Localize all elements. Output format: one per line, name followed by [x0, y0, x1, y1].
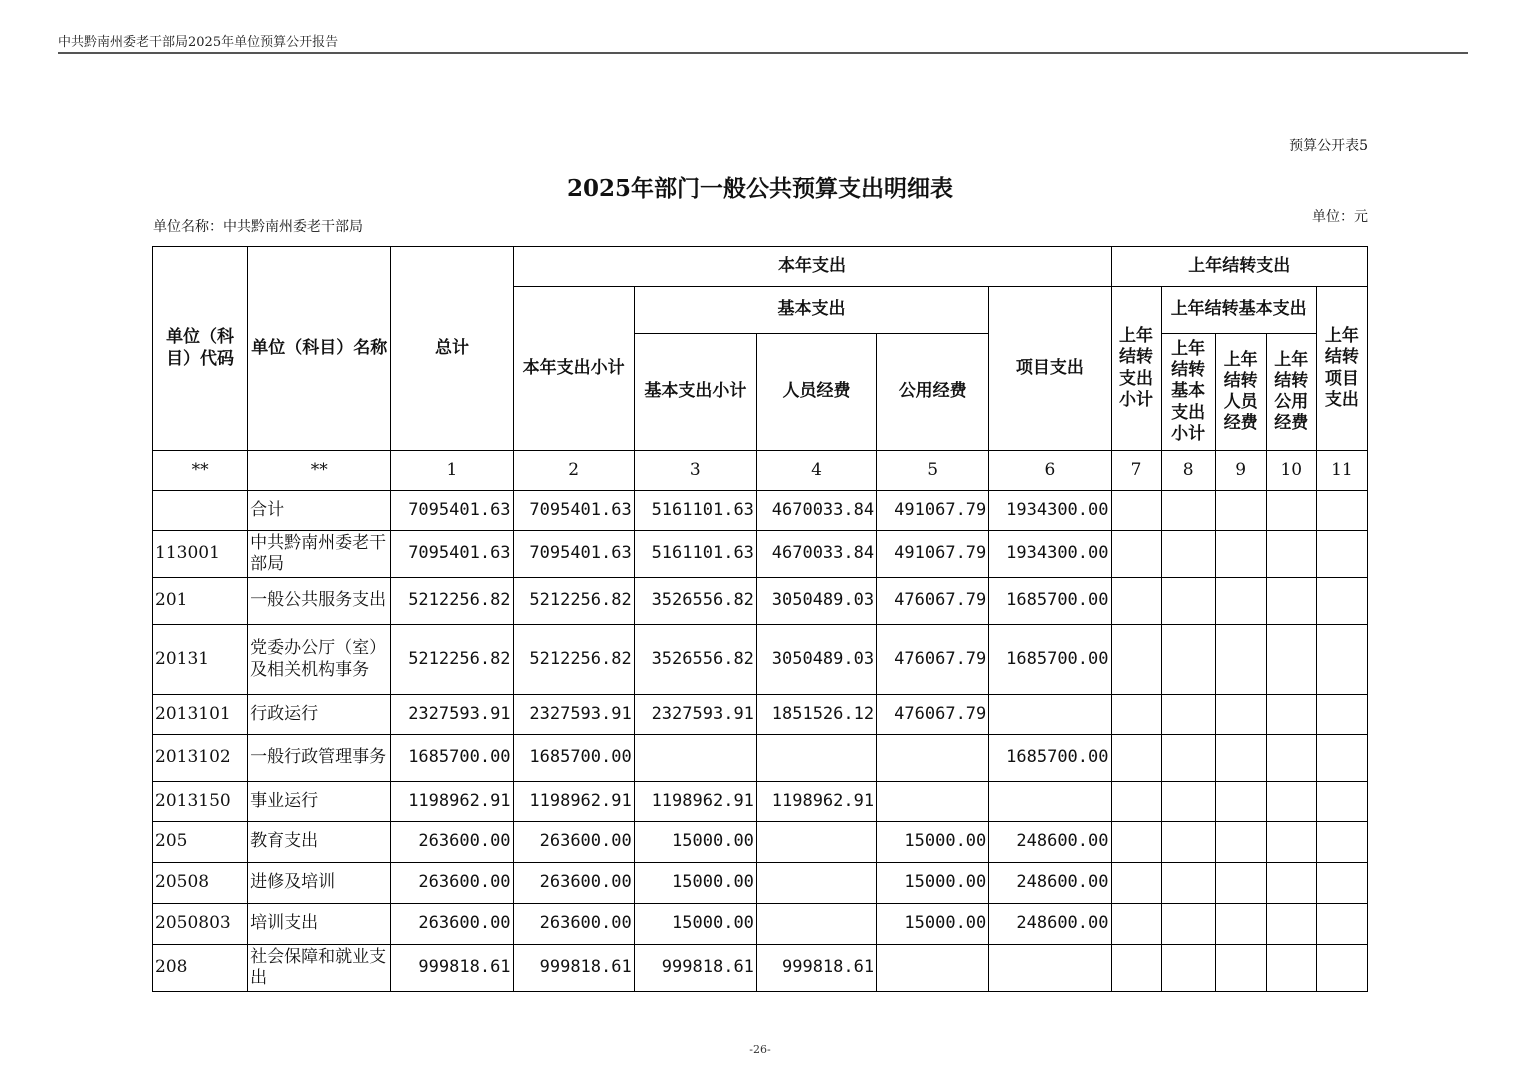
- row-carryover-cell: [1266, 491, 1316, 531]
- row-name: 培训支出: [248, 904, 391, 945]
- table-row: [153, 578, 1368, 625]
- table-row: [153, 695, 1368, 735]
- row-carryover-cell: [1316, 578, 1367, 625]
- row-carryover-cell: [1161, 904, 1215, 945]
- row-basic-subtotal: 15000.00: [634, 863, 756, 904]
- row-carryover-cell: [1111, 822, 1161, 863]
- row-current-subtotal: 5212256.82: [513, 578, 634, 625]
- row-project: 248600.00: [989, 904, 1111, 945]
- row-carryover-cell: [1215, 735, 1266, 782]
- header-current-subtotal: 本年支出小计: [513, 287, 634, 451]
- row-carryover-cell: [1316, 945, 1367, 992]
- row-carryover-cell: [1161, 945, 1215, 992]
- row-carryover-cell: [1215, 578, 1266, 625]
- row-current-subtotal: 263600.00: [513, 904, 634, 945]
- row-code: 201: [153, 578, 248, 625]
- header-rule: [58, 52, 1468, 54]
- table-row: [153, 531, 1368, 578]
- row-carryover-cell: [1111, 695, 1161, 735]
- row-carryover-cell: [1111, 491, 1161, 531]
- row-carryover-cell: [1161, 695, 1215, 735]
- row-personnel: [756, 904, 876, 945]
- row-public: [877, 945, 989, 992]
- row-name: 合计: [248, 491, 391, 531]
- header-carryover-project: 上年结转项目支出: [1316, 287, 1367, 451]
- header-carryover-public: 上年结转公用经费: [1266, 334, 1316, 451]
- column-number: **: [153, 451, 248, 491]
- row-carryover-cell: [1266, 695, 1316, 735]
- row-name: 党委办公厅（室）及相关机构事务: [248, 625, 391, 695]
- row-total: 263600.00: [391, 904, 513, 945]
- page-number: -26-: [749, 1043, 771, 1056]
- row-project: [989, 945, 1111, 992]
- row-total: 263600.00: [391, 863, 513, 904]
- row-carryover-cell: [1111, 945, 1161, 992]
- column-number: 5: [877, 451, 989, 491]
- row-basic-subtotal: 3526556.82: [634, 578, 756, 625]
- table-row: [153, 491, 1368, 531]
- table-row: [153, 782, 1368, 822]
- row-public: 491067.79: [877, 491, 989, 531]
- column-number: **: [248, 451, 391, 491]
- row-carryover-cell: [1215, 945, 1266, 992]
- header-carryover: 上年结转支出: [1111, 247, 1368, 287]
- column-number: 6: [989, 451, 1111, 491]
- currency-unit: 单位：元: [1312, 209, 1368, 225]
- header-carryover-basic: 上年结转基本支出: [1161, 287, 1316, 334]
- row-basic-subtotal: 5161101.63: [634, 531, 756, 578]
- row-personnel: 4670033.84: [756, 491, 876, 531]
- running-header: 中共黔南州委老干部局2025年单位预算公开报告: [58, 35, 339, 50]
- row-carryover-cell: [1266, 782, 1316, 822]
- row-carryover-cell: [1111, 625, 1161, 695]
- unit-name: 单位名称：中共黔南州委老干部局: [153, 219, 363, 235]
- row-basic-subtotal: 3526556.82: [634, 625, 756, 695]
- row-name: 社会保障和就业支出: [248, 945, 391, 992]
- row-carryover-cell: [1161, 735, 1215, 782]
- row-code: 2013150: [153, 782, 248, 822]
- row-code: 2013101: [153, 695, 248, 735]
- row-public: [877, 735, 989, 782]
- column-number: 11: [1316, 451, 1367, 491]
- table-row: [153, 863, 1368, 904]
- row-public: 15000.00: [877, 863, 989, 904]
- row-project: 1685700.00: [989, 735, 1111, 782]
- row-carryover-cell: [1316, 531, 1367, 578]
- row-project: 1685700.00: [989, 578, 1111, 625]
- row-carryover-cell: [1161, 822, 1215, 863]
- table-body: [153, 491, 1368, 992]
- row-current-subtotal: 7095401.63: [513, 491, 634, 531]
- column-number: 10: [1266, 451, 1316, 491]
- row-code: 20131: [153, 625, 248, 695]
- row-carryover-cell: [1266, 863, 1316, 904]
- row-carryover-cell: [1161, 863, 1215, 904]
- row-carryover-cell: [1215, 491, 1266, 531]
- table-row: [153, 945, 1368, 992]
- header-project: 项目支出: [989, 287, 1111, 451]
- column-number-row: [153, 451, 1368, 491]
- row-carryover-cell: [1215, 531, 1266, 578]
- row-carryover-cell: [1316, 904, 1367, 945]
- row-carryover-cell: [1161, 491, 1215, 531]
- row-carryover-cell: [1316, 695, 1367, 735]
- row-public: 15000.00: [877, 822, 989, 863]
- row-personnel: 3050489.03: [756, 625, 876, 695]
- row-current-subtotal: 1198962.91: [513, 782, 634, 822]
- row-carryover-cell: [1111, 863, 1161, 904]
- row-personnel: 999818.61: [756, 945, 876, 992]
- table-row: [153, 735, 1368, 782]
- column-number: 4: [756, 451, 876, 491]
- row-carryover-cell: [1266, 904, 1316, 945]
- column-number: 3: [634, 451, 756, 491]
- row-carryover-cell: [1316, 625, 1367, 695]
- row-carryover-cell: [1161, 625, 1215, 695]
- row-total: 7095401.63: [391, 491, 513, 531]
- row-carryover-cell: [1161, 531, 1215, 578]
- row-name: 一般公共服务支出: [248, 578, 391, 625]
- row-carryover-cell: [1215, 904, 1266, 945]
- row-carryover-cell: [1266, 625, 1316, 695]
- row-code: 2013102: [153, 735, 248, 782]
- column-number: 9: [1215, 451, 1266, 491]
- row-carryover-cell: [1266, 531, 1316, 578]
- row-carryover-cell: [1111, 531, 1161, 578]
- row-total: 7095401.63: [391, 531, 513, 578]
- row-total: 5212256.82: [391, 578, 513, 625]
- row-carryover-cell: [1266, 822, 1316, 863]
- row-code: [153, 491, 248, 531]
- row-name: 进修及培训: [248, 863, 391, 904]
- header-public: 公用经费: [877, 334, 989, 451]
- row-public: 476067.79: [877, 578, 989, 625]
- row-project: 1934300.00: [989, 491, 1111, 531]
- row-basic-subtotal: 1198962.91: [634, 782, 756, 822]
- row-current-subtotal: 263600.00: [513, 822, 634, 863]
- row-current-subtotal: 1685700.00: [513, 735, 634, 782]
- header-carryover-personnel: 上年结转人员经费: [1215, 334, 1266, 451]
- header-personnel: 人员经费: [756, 334, 876, 451]
- row-carryover-cell: [1316, 491, 1367, 531]
- row-carryover-cell: [1111, 735, 1161, 782]
- row-personnel: 3050489.03: [756, 578, 876, 625]
- row-personnel: 4670033.84: [756, 531, 876, 578]
- row-public: 476067.79: [877, 695, 989, 735]
- row-carryover-cell: [1215, 863, 1266, 904]
- header-code: 单位（科目）代码: [153, 247, 248, 451]
- row-carryover-cell: [1111, 782, 1161, 822]
- row-basic-subtotal: 5161101.63: [634, 491, 756, 531]
- row-current-subtotal: 263600.00: [513, 863, 634, 904]
- row-total: 263600.00: [391, 822, 513, 863]
- column-number: 8: [1161, 451, 1215, 491]
- column-number: 1: [391, 451, 513, 491]
- row-personnel: [756, 735, 876, 782]
- row-carryover-cell: [1161, 782, 1215, 822]
- row-current-subtotal: 5212256.82: [513, 625, 634, 695]
- row-name: 中共黔南州委老干部局: [248, 531, 391, 578]
- row-carryover-cell: [1316, 863, 1367, 904]
- row-basic-subtotal: 2327593.91: [634, 695, 756, 735]
- header-carryover-subtotal: 上年结转支出小计: [1111, 287, 1161, 451]
- row-code: 113001: [153, 531, 248, 578]
- row-public: [877, 782, 989, 822]
- row-code: 20508: [153, 863, 248, 904]
- row-code: 208: [153, 945, 248, 992]
- row-code: 205: [153, 822, 248, 863]
- header-basic: 基本支出: [634, 287, 989, 334]
- row-project: 1685700.00: [989, 625, 1111, 695]
- row-carryover-cell: [1215, 695, 1266, 735]
- row-basic-subtotal: 15000.00: [634, 822, 756, 863]
- row-project: [989, 782, 1111, 822]
- row-carryover-cell: [1266, 735, 1316, 782]
- row-total: 1685700.00: [391, 735, 513, 782]
- row-code: 2050803: [153, 904, 248, 945]
- row-public: 476067.79: [877, 625, 989, 695]
- row-total: 2327593.91: [391, 695, 513, 735]
- row-project: 248600.00: [989, 863, 1111, 904]
- table-row: [153, 904, 1368, 945]
- row-personnel: [756, 863, 876, 904]
- row-total: 999818.61: [391, 945, 513, 992]
- column-number: 7: [1111, 451, 1161, 491]
- row-carryover-cell: [1266, 945, 1316, 992]
- row-personnel: 1198962.91: [756, 782, 876, 822]
- row-public: 15000.00: [877, 904, 989, 945]
- table-number: 预算公开表5: [1289, 138, 1368, 154]
- table-row: [153, 625, 1368, 695]
- row-basic-subtotal: 15000.00: [634, 904, 756, 945]
- budget-detail-table: [152, 246, 1368, 992]
- row-carryover-cell: [1111, 578, 1161, 625]
- row-carryover-cell: [1266, 578, 1316, 625]
- row-carryover-cell: [1316, 735, 1367, 782]
- row-current-subtotal: 999818.61: [513, 945, 634, 992]
- column-number: 2: [513, 451, 634, 491]
- header-current-year: 本年支出: [513, 247, 1111, 287]
- row-carryover-cell: [1215, 822, 1266, 863]
- row-project: [989, 695, 1111, 735]
- row-personnel: 1851526.12: [756, 695, 876, 735]
- row-current-subtotal: 7095401.63: [513, 531, 634, 578]
- header-basic-subtotal: 基本支出小计: [634, 334, 756, 451]
- row-total: 1198962.91: [391, 782, 513, 822]
- row-carryover-cell: [1316, 782, 1367, 822]
- header-total: 总计: [391, 247, 513, 451]
- header-carryover-basic-subtotal: 上年结转基本支出小计: [1161, 334, 1215, 451]
- row-public: 491067.79: [877, 531, 989, 578]
- header-name: 单位（科目）名称: [248, 247, 391, 451]
- row-carryover-cell: [1215, 782, 1266, 822]
- row-carryover-cell: [1316, 822, 1367, 863]
- row-carryover-cell: [1215, 625, 1266, 695]
- row-basic-subtotal: 999818.61: [634, 945, 756, 992]
- row-project: 248600.00: [989, 822, 1111, 863]
- row-name: 事业运行: [248, 782, 391, 822]
- row-total: 5212256.82: [391, 625, 513, 695]
- report-title: 2025年部门一般公共预算支出明细表: [566, 175, 953, 202]
- row-name: 行政运行: [248, 695, 391, 735]
- row-name: 一般行政管理事务: [248, 735, 391, 782]
- row-project: 1934300.00: [989, 531, 1111, 578]
- row-personnel: [756, 822, 876, 863]
- row-name: 教育支出: [248, 822, 391, 863]
- row-carryover-cell: [1161, 578, 1215, 625]
- row-basic-subtotal: [634, 735, 756, 782]
- row-carryover-cell: [1111, 904, 1161, 945]
- row-current-subtotal: 2327593.91: [513, 695, 634, 735]
- table-row: [153, 822, 1368, 863]
